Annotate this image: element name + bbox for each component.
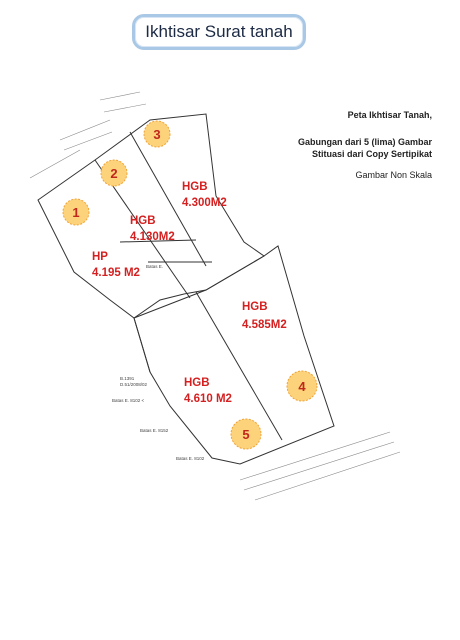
road-lines [30, 92, 400, 500]
plot-badge-5 [231, 419, 261, 449]
plot-type-2: HGB [130, 215, 156, 227]
plot-badge-2 [101, 160, 127, 186]
svg-text:B.1391: B.1391 [120, 376, 135, 381]
plot-label-2 [130, 215, 175, 243]
plot-number-2: 2 [110, 166, 118, 181]
svg-text:Batas E. 8102: Batas E. 8102 [176, 456, 205, 461]
legend-description-line1: Gabungan dari 5 (lima) Gambar [297, 137, 432, 147]
plot-type-4: HGB [242, 301, 268, 313]
svg-text:Batas E. 8102 <: Batas E. 8102 < [112, 398, 145, 403]
plot-type-1: HP [92, 251, 108, 263]
plot-area-2: 4.130M2 [130, 231, 175, 243]
plot-label-3 [182, 181, 227, 209]
legend-description-line2: Stituasi dari Copy Sertipikat [311, 149, 432, 159]
plot-number-4: 4 [298, 379, 306, 394]
plot-badge-4 [287, 371, 317, 401]
page-title: Ikhtisar Surat tanah [132, 14, 306, 50]
plot-area-1: 4.195 M2 [92, 267, 140, 279]
plot-number-3: 3 [153, 127, 161, 142]
plot-label-4 [242, 301, 287, 331]
plot-label-1 [92, 251, 140, 279]
plot-number-5: 5 [242, 427, 250, 442]
legend-scale-note: Gambar Non Skala [355, 170, 432, 180]
plot-number-1: 1 [72, 205, 80, 220]
plot-area-4: 4.585M2 [242, 319, 287, 331]
svg-text:Batas E.: Batas E. [146, 264, 164, 269]
legend-title: Peta Ikhtisar Tanah, [347, 110, 432, 120]
plot-area-3: 4.300M2 [182, 197, 227, 209]
plot-type-5: HGB [184, 377, 210, 389]
plot-label-5 [184, 377, 232, 405]
plot-badge-1 [63, 199, 89, 225]
svg-text:Batas E. 8152: Batas E. 8152 [140, 428, 169, 433]
parcel-boundaries [38, 114, 334, 464]
plot-area-5: 4.610 M2 [184, 393, 232, 405]
plot-badge-3 [144, 121, 170, 147]
svg-text:D.51/2008/02: D.51/2008/02 [120, 382, 148, 387]
plot-type-3: HGB [182, 181, 208, 193]
